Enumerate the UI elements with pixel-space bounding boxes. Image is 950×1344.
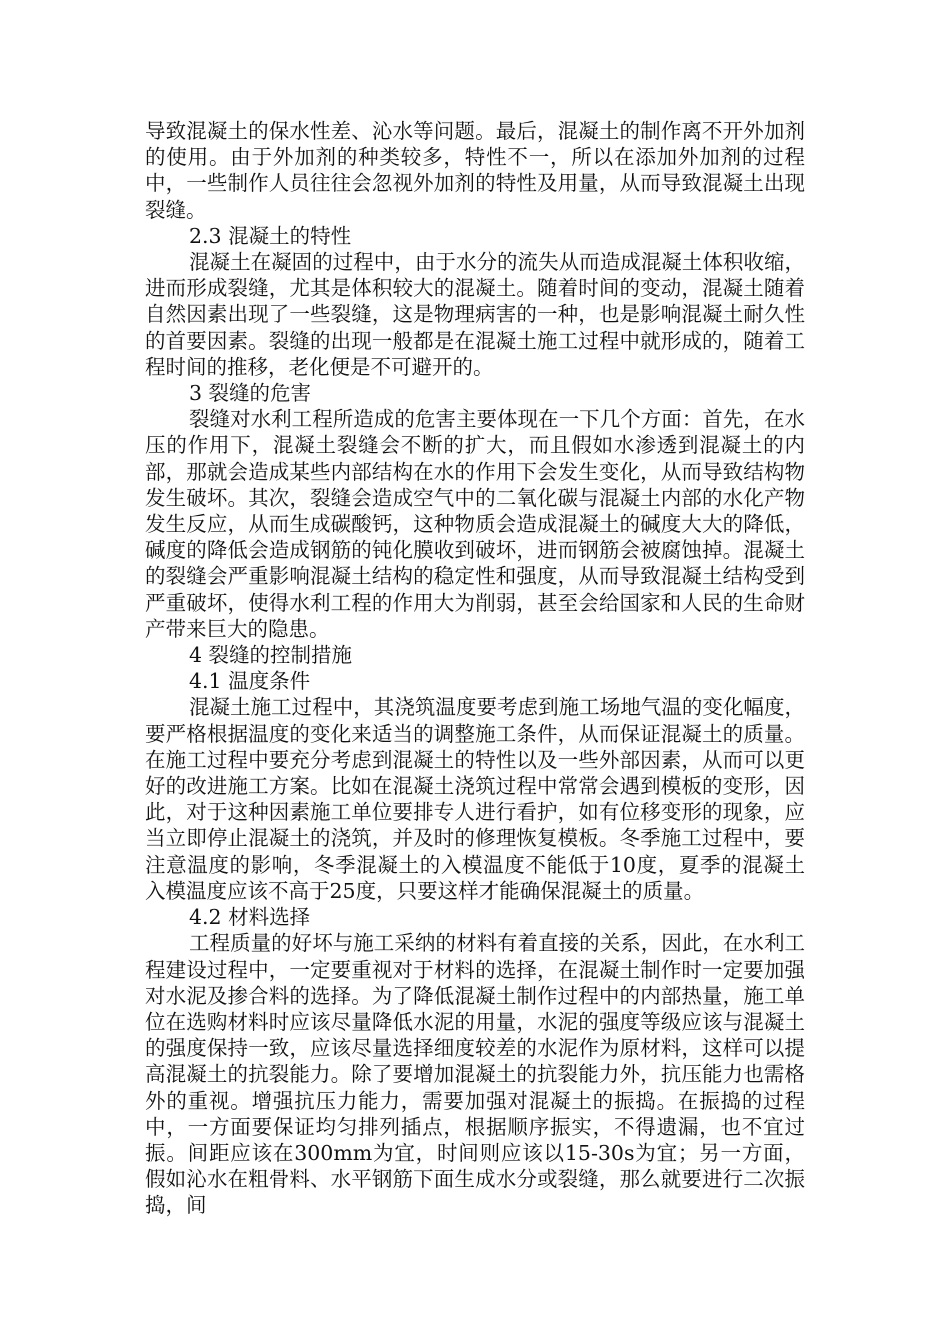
section-heading-3: 3 裂缝的危害: [189, 381, 312, 406]
paragraph-continuation: 导致混凝土的保水性差、沁水等问题。最后，混凝土的制作离不开外加剂的使用。由于外加剂的种类较多，特性不一，所以在添加外加剂的过程中，一些制作人员往往会忽视外加剂的特性及用量，从而导致混凝土出现裂缝。: [145, 119, 805, 222]
document-body: [145, 118, 805, 1219]
document-page: [145, 118, 805, 1219]
section-heading-4-2: 4.2 材料选择: [189, 905, 311, 930]
section-heading-4: 4 裂缝的控制措施: [189, 643, 353, 668]
paragraph-concrete-properties: 混凝土在凝固的过程中，由于水分的流失从而造成混凝土体积收缩，进而形成裂缝，尤其是体积较大的混凝土。随着时间的变动，混凝土随着自然因素出现了一些裂缝，这是物理病害的一种，也是影响混凝土耐久性的首要因素。裂缝的出现一般都是在混凝土施工过程中就形成的，随着工程时间的推移，老化便是不可避开的。: [145, 250, 805, 379]
paragraph-temperature: 混凝土施工过程中，其浇筑温度要考虑到施工场地气温的变化幅度，要严格根据温度的变化来适当的调整施工条件，从而保证混凝土的质量。在施工过程中要充分考虑到混凝土的特性以及一些外部因素，从而可以更好的改进施工方案。比如在混凝土浇筑过程中常常会遇到模板的变形，因此，对于这种因素施工单位要排专人进行看护，如有位移变形的现象，应当立即停止混凝土的浇筑，并及时的修理恢复模板。冬季施工过程中，要注意温度的影响，冬季混凝土的入模温度不能低于10度，夏季的混凝土入模温度应该不高于25度，只要这样才能确保混凝土的质量。: [145, 695, 805, 903]
section-heading-4-1: 4.1 温度条件: [189, 669, 311, 694]
section-heading-2-3: 2.3 混凝土的特性: [189, 223, 352, 248]
paragraph-materials: 工程质量的好坏与施工采纳的材料有着直接的关系，因此，在水利工程建设过程中，一定要重视对于材料的选择，在混凝土制作时一定要加强对水泥及掺合料的选择。为了降低混凝土制作过程中的内部热量，施工单位在选购材料时应该尽量降低水泥的用量，水泥的强度等级应该与混凝土的强度保持一致，应该尽量选择细度较差的水泥作为原材料，这样可以提高混凝土的抗裂能力。除了要增加混凝土的抗裂能力外，抗压能力也需格外的重视。增强抗压力能力，需要加强对混凝土的振捣。在振捣的过程中，一方面要保证均匀排列插点，根据顺序振实，不得遗漏，也不宜过振。间距应该在300mm为宜，时间则应该以15-30s为宜；另一方面，假如沁水在粗骨料、水平钢筋下面生成水分或裂缝，那么就要进行二次振捣，间: [145, 931, 805, 1218]
paragraph-crack-hazards: 裂缝对水利工程所造成的危害主要体现在一下几个方面：首先，在水压的作用下，混凝土裂缝会不断的扩大，而且假如水渗透到混凝土的内部，那就会造成某些内部结构在水的作用下会发生变化，从而导致结构物发生破坏。其次，裂缝会造成空气中的二氧化碳与混凝土内部的水化产物发生反应，从而生成碳酸钙，这种物质会造成混凝土的碱度大大的降低，碱度的降低会造成钢筋的钝化膜收到破坏，进而钢筋会被腐蚀掉。混凝土的裂缝会严重影响混凝土结构的稳定性和强度，从而导致混凝土结构受到严重破坏，使得水利工程的作用大为削弱，甚至会给国家和人民的生命财产带来巨大的隐患。: [145, 407, 805, 641]
